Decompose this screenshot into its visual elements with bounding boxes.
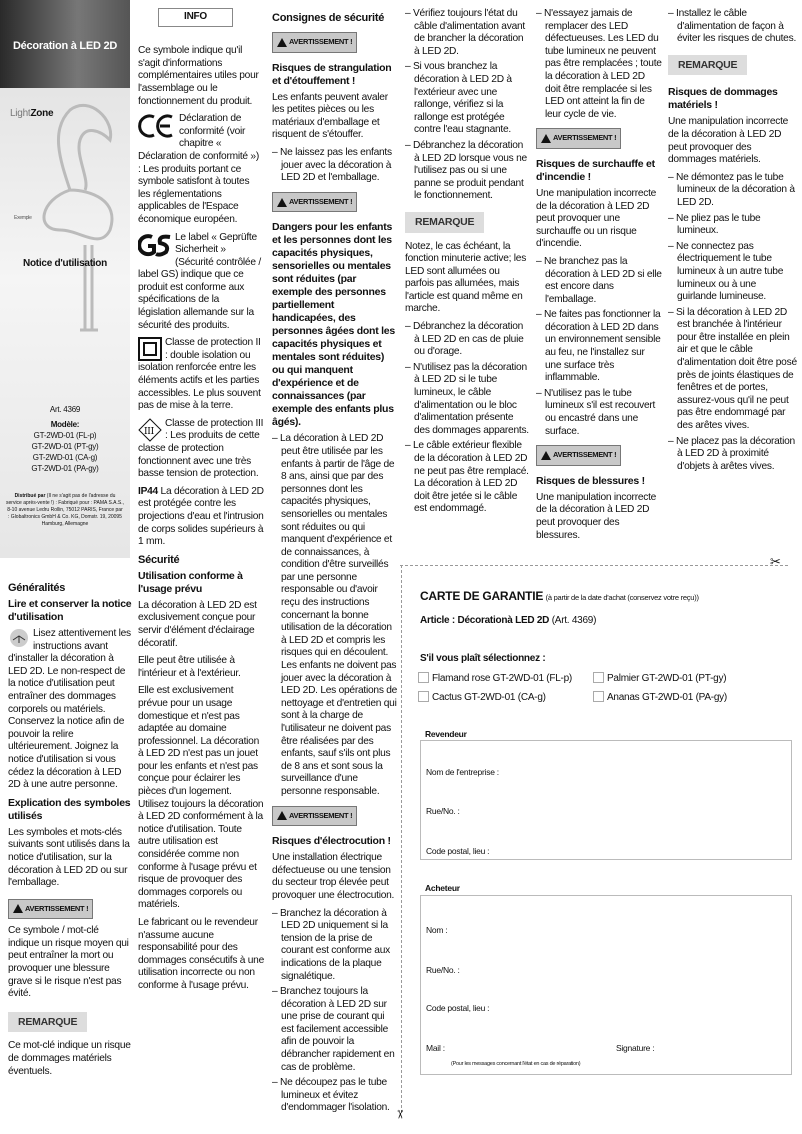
column-safety-3: [536, 8, 662, 547]
section-heading: Risques de blessures !: [536, 474, 645, 487]
warranty-article: Article : Décorationà LED 2D: [420, 614, 550, 626]
note-badge: REMARQUE: [8, 1012, 87, 1033]
paragraph-text: – Branchez la décoration à LED 2D uniquement si la tension de la prise de courant est conforme aux indications de la plaque signalétique.: [272, 907, 390, 982]
option-cactus[interactable]: Cactus GT-2WD-01 (CA-g): [418, 691, 593, 705]
paragraph-text: – Ne démontez pas le tube lumineux de la décoration à LED 2D.: [668, 171, 795, 208]
paragraph-text: Classe de protection II : double isolation ou isolation renforcée entre les éléments actifs et les parties accessibles. Le plus souvent pas de mise à la terre.: [138, 337, 261, 412]
warranty-art-number: (Art. 4369): [551, 614, 597, 626]
section-heading: Explication des symboles utilisés: [8, 796, 131, 822]
warning-triangle-icon: [277, 198, 287, 207]
warning-badge: [8, 899, 93, 920]
cut-line: [400, 565, 788, 566]
list-item: [405, 440, 530, 516]
warning-label: AVERTISSEMENT !: [289, 196, 353, 206]
list-item: [272, 147, 399, 185]
section-heading: Risques de surchauffe et d'incendie !: [536, 157, 655, 183]
warning-label: AVERTISSEMENT !: [289, 810, 353, 820]
gs-mark-icon: [138, 232, 172, 262]
buyer-box: [420, 895, 792, 1075]
warning-badge: [536, 445, 621, 466]
street-field[interactable]: Rue/No. :: [426, 806, 460, 816]
warning-label: AVERTISSEMENT !: [553, 450, 617, 460]
list-item: [668, 436, 798, 474]
flamingo-illustration: [30, 100, 120, 350]
paragraph-text: – Si la décoration à LED 2D est branchée à l'intérieur pour être installée en plein air et que le câble d'alimentation doit être posé près de joints élastiques de fenêtres et de portes, assurez-vous qu'il ne peut pas être endommagé par des arêtes vives.: [668, 306, 797, 432]
paragraph: [8, 628, 132, 792]
paragraph: [8, 827, 132, 890]
model: GT-2WD-01 (FL-p): [33, 431, 97, 440]
column-safety-2: [405, 8, 530, 519]
column-general: [8, 578, 132, 1083]
seller-label: Revendeur: [425, 729, 467, 739]
mail-note: (Pour les messages concernant l'état en cas de réparation): [451, 1061, 581, 1067]
name-field[interactable]: Nom :: [426, 925, 448, 935]
list-item: [405, 8, 530, 58]
paragraph-text: – La décoration à LED 2D peut être utilisée par les enfants à partir de l'âge de 8 ans, ainsi que par des personnes dont les capacités physiques, sensorielles ou mentales sont réduites ou qui manquent d'expérience et de connaissances, à condition d'être surveillés par une personne responsable ou d'avoir reçu des instructions concernant la bonne utilisation de la décoration à LED 2D et compris les risques qui en découlent. Les enfants ne doivent pas jouer avec la décoration à LED 2D. Les opérations de nettoyage et d'entretien qui sont à la charge de l'utilisateur ne doivent pas être réalisées par des enfants, sauf s'ils ont plus de 8 ans et sont sous la surveillance d'une personne responsable.: [272, 433, 398, 797]
section-heading: Risques d'électrocution !: [272, 835, 391, 848]
scissors-icon: ✂: [393, 1109, 408, 1120]
paragraph: [138, 232, 264, 333]
info-badge: INFO: [158, 8, 233, 27]
note-badge: REMARQUE: [405, 212, 484, 233]
paragraph-text: Une manipulation incorrecte de la décoration à LED 2D peut provoquer des blessures.: [536, 491, 657, 541]
model-label: Modèle:: [50, 420, 80, 429]
checkbox[interactable]: [418, 691, 429, 702]
model: GT-2WD-01 (PT-gy): [31, 442, 99, 451]
cover-subtitle: Notice d'utilisation: [22, 258, 108, 269]
warranty-card: [420, 590, 795, 705]
paragraph-text: Ce symbole / mot-clé indique un risque moyen qui peut entraîner la mort ou provoquer une blessure grave si le risque n'est pas évité.: [8, 925, 129, 1000]
paragraph: [668, 116, 798, 166]
paragraph-text: – Ne connectez pas électriquement le tube lumineux à un autre tube lumineux ou à une guirlande lumineuse.: [668, 240, 784, 303]
paragraph: [138, 600, 264, 650]
list-item: [405, 140, 530, 203]
warning-label: AVERTISSEMENT !: [25, 903, 89, 913]
postal-field[interactable]: Code postal, lieu :: [426, 846, 490, 856]
paragraph-text: Les symboles et mots-clés suivants sont utilisés dans la notice d'utilisation, sur la décoration à LED 2D ou sur l'emballage.: [8, 826, 130, 889]
cut-line: [401, 565, 402, 1113]
list-item: [668, 8, 798, 46]
column-safety: [272, 8, 399, 1118]
paragraph-text: La décoration à LED 2D est exclusivement conçue pour servir d'élément d'éclairage décoratif.: [138, 599, 257, 649]
paragraph: [8, 1040, 132, 1078]
list-item: [536, 8, 662, 121]
list-item: [272, 908, 399, 984]
warning-triangle-icon: [277, 811, 287, 820]
paragraph-text: – Ne pliez pas le tube lumineux.: [668, 212, 761, 237]
paragraph: [138, 45, 264, 108]
column-symbols: [138, 8, 264, 998]
option-flamingo[interactable]: Flamand rose GT-2WD-01 (FL-p): [418, 672, 593, 686]
section-heading: Lire et conserver la notice d'utilisation: [8, 598, 132, 623]
list-item: [405, 362, 530, 438]
company-field[interactable]: Nom de l'entreprise :: [426, 767, 499, 777]
section-heading: Sécurité: [138, 553, 180, 566]
paragraph-text: – Si vous branchez la décoration à LED 2D à l'extérieur avec une rallonge, vérifiez si la rallonge est protégée contre l'eau stagnante.: [405, 61, 512, 136]
paragraph: [138, 113, 264, 226]
column-safety-4: [668, 8, 798, 476]
paragraph: [8, 925, 132, 1001]
list-item: [536, 388, 662, 438]
signature-field[interactable]: Signature :: [616, 1043, 655, 1053]
paragraph-text: Le label « Geprüfte Sicherheit » (Sécurité contrôlée / label GS) indique que ce produit est conforme aux spécifications de la législation allemande sur la sécurité des produits.: [138, 231, 261, 331]
note-badge: REMARQUE: [668, 55, 747, 76]
list-item: [405, 61, 530, 137]
paragraph-text: – Ne faites pas fonctionner la décoration à LED 2D dans un environnement sensible au feu, ne l'installez sur une surface très inflammable.: [536, 309, 661, 384]
paragraph: [405, 241, 530, 317]
paragraph: [138, 418, 264, 481]
paragraph-text: Notez, le cas échéant, la fonction minuterie active; les LED sont allumées ou parfois pas allumées, mais l'article est quand même en marche.: [405, 240, 527, 315]
protection-class-2-icon: [138, 337, 162, 361]
warranty-note: (à partir de la date d'achat (conservez votre reçu)): [545, 593, 699, 602]
list-item: [536, 256, 662, 306]
ip-rating: IP44: [138, 485, 158, 497]
paragraph-text: – Le câble extérieur flexible de la décoration à LED 2D ne peut pas être remplacé. La décoration à LED 2D doit être jetée si le câble est endommagé.: [405, 440, 529, 515]
list-item: [668, 241, 798, 304]
model: GT-2WD-01 (PA-gy): [31, 464, 99, 473]
warning-badge: [536, 128, 621, 149]
warning-badge: [272, 806, 357, 827]
street-field[interactable]: Rue/No. :: [426, 965, 460, 975]
paragraph-text: Le fabricant ou le revendeur n'assume aucune responsabilité pour des dommages consécutifs à une utilisation incorrecte ou non conforme à l'usage prévu.: [138, 917, 265, 991]
warning-label: AVERTISSEMENT !: [289, 37, 353, 46]
warning-label: AVERTISSEMENT !: [553, 133, 617, 143]
svg-text:III: III: [144, 426, 154, 437]
paragraph-text: Elle peut être utilisée à l'intérieur et à l'extérieur.: [138, 655, 241, 679]
checkbox[interactable]: [593, 691, 604, 702]
paragraph: [138, 337, 264, 413]
paragraph-text: – Ne laissez pas les enfants jouer avec la décoration à LED 2D et l'emballage.: [272, 146, 392, 184]
model-info: [0, 404, 130, 474]
paragraph-text: Lisez attentivement les instructions avant d'installer la décoration à LED 2D. Le non-respect de la notice d'utilisation peut entraîner des dommages corporels ou matériels. Conservez la notice afin de pouvoir la relire ultérieurement. Joignez la notice d'utilisation si vous cédez la décoration à LED 2D à une autre personne.: [8, 628, 131, 791]
paragraph-text: – N'utilisez pas le tube lumineux s'il est recouvert ou encastré dans une surface.: [536, 387, 656, 437]
paragraph-text: Elle est exclusivement prévue pour un usage domestique et n'est pas adaptée au domaine professionnel. La décoration à LED 2D n'est pas un jouet pour les enfants et n'est pas conçue pour éclairer les pièces d'un logement. Utilisez toujours la décoration à LED 2D conformément à la notice d'utilisation. Toute autre utilisation est considérée comme non conforme à l'usage prévu et risque de provoquer des dommages corporels ou matériels.: [138, 685, 264, 911]
option-pineapple[interactable]: Ananas GT-2WD-01 (PA-gy): [593, 691, 773, 705]
checkbox[interactable]: [418, 672, 429, 683]
example-label: Exemple: [14, 215, 32, 221]
read-manual-icon: [8, 628, 30, 648]
warning-badge: [272, 32, 357, 53]
paragraph-text: Déclaration de conformité (voir chapitre « Déclaration de conformité ») : Les produits portant ce symbole satisfont à toutes les réglementations applicables de l'Espace économique européen.: [138, 113, 259, 225]
mail-field[interactable]: Mail :: [426, 1043, 445, 1053]
paragraph-text: – Installez le câble d'alimentation de façon à éviter les risques de chutes.: [668, 8, 797, 45]
paragraph-text: – Ne découpez pas le tube lumineux et évitez d'endommager l'isolation.: [272, 1077, 390, 1114]
paragraph: [138, 486, 264, 549]
select-label: S'il vous plaît sélectionnez :: [420, 653, 546, 665]
ce-mark-icon: [138, 113, 176, 139]
list-item: [405, 321, 530, 359]
buyer-label: Acheteur: [425, 883, 460, 893]
warning-triangle-icon: [541, 134, 551, 143]
section-heading: Risques de dommages matériels !: [668, 86, 778, 112]
paragraph-text: – Ne placez pas la décoration à LED 2D à proximité d'objets à arêtes vives.: [668, 435, 795, 472]
section-heading: Utilisation conforme à l'usage prévu: [138, 569, 243, 595]
warning-triangle-icon: [277, 38, 287, 47]
warning-triangle-icon: [541, 451, 551, 460]
paragraph: [138, 685, 264, 912]
paragraph: [272, 92, 399, 142]
paragraph: [272, 852, 399, 902]
lightzone-logo: LightZone: [10, 108, 54, 119]
checkbox[interactable]: [593, 672, 604, 683]
paragraph-text: Les enfants peuvent avaler les petites pièces ou les matériaux d'emballage et risquent de s'étouffer.: [272, 91, 388, 141]
seller-box: [420, 740, 792, 860]
paragraph-text: – N'utilisez pas la décoration à LED 2D si le tube lumineux, le câble d'alimentation ou le bloc d'alimentation présente des dommages apparents.: [405, 361, 529, 436]
paragraph-text: – Débranchez la décoration à LED 2D en cas de pluie ou d'orage.: [405, 321, 524, 358]
list-item: [272, 433, 399, 798]
paragraph-text: Une manipulation incorrecte de la décoration à LED 2D peut provoquer des dommages matériels.: [668, 116, 789, 166]
option-palm[interactable]: Palmier GT-2WD-01 (PT-gy): [593, 672, 773, 686]
distributor-info: Distribué par (Il ne s'agit pas de l'adresse du service après-vente !) : Fabriqué pour : PAMA S.A.S., 8-10 avenue Ledru Rollin, 75012 PARIS, France par : Globaltronics GmbH & Co. KG, Domstr. 19, 20095 Hamburg, Allemagne: [6, 493, 125, 527]
paragraph-text: Une manipulation incorrecte de la décoration à LED 2D peut provoquer une surchauffe ou un risque d'incendie.: [536, 187, 657, 250]
list-item: [536, 309, 662, 385]
paragraph-text: – Branchez toujours la décoration à LED 2D sur une prise de courant qui est facilement accessible afin de pouvoir la débrancher rapidement en cas de problème.: [272, 986, 395, 1073]
paragraph-text: Ce symbole indique qu'il s'agit d'informations complémentaires utiles pour l'assemblage ou le fonctionnement du produit.: [138, 45, 259, 107]
warning-triangle-icon: [13, 904, 23, 913]
scissors-icon: ✂: [770, 554, 781, 569]
paragraph-text: – Débranchez la décoration à LED 2D lorsque vous ne l'utilisez pas ou si une panne se produit pendant le fonctionnement.: [405, 139, 527, 202]
list-item: [272, 1077, 399, 1115]
paragraph: [138, 655, 264, 680]
paragraph-text: La décoration à LED 2D est protégée contre les projections d'eau et l'intrusion de corps solides supérieurs à 1 mm.: [138, 485, 264, 548]
paragraph-text: – Ne branchez pas la décoration à LED 2D si elle est encore dans l'emballage.: [536, 255, 662, 305]
warranty-title: CARTE DE GARANTIE: [420, 589, 544, 603]
section-heading: Risques de strangulation et d'étouffement !: [272, 61, 392, 87]
postal-field[interactable]: Code postal, lieu :: [426, 1003, 490, 1013]
section-heading: Consignes de sécurité: [272, 12, 385, 24]
cover-title: Décoration à LED 2D: [0, 0, 130, 88]
list-item: [668, 172, 798, 210]
paragraph-text: – Vérifiez toujours l'état du câble d'alimentation avant de brancher la décoration à LED 2D.: [405, 8, 525, 57]
protection-class-3-icon: [138, 418, 162, 442]
paragraph: [138, 917, 264, 993]
model: GT-2WD-01 (CA-g): [32, 453, 98, 462]
list-item: [668, 307, 798, 433]
section-heading: Dangers pour les enfants et les personnes dont les capacités physiques, sensorielles ou mentales sont réduites (par exemple des personnes partiellement handicapées, des personnes âgées dont les capacités physiques et mentales sont réduites) ou qui manquent d'expérience et de connaissances (par exemple des enfants plus âgés).: [272, 221, 395, 429]
paragraph-text: – N'essayez jamais de remplacer des LED défectueuses. Les LED du tube lumineux ne peuvent pas être remplacées ; toute la décoration à LED 2D doit être remplacée si les LED ont atteint la fin de leur cycle de vie.: [536, 8, 662, 120]
warning-badge: [272, 192, 357, 213]
section-heading: Généralités: [8, 582, 66, 594]
list-item: [668, 213, 798, 238]
list-item: [272, 986, 399, 1074]
paragraph: [536, 492, 662, 542]
paragraph-text: Ce mot-clé indique un risque de dommages matériels éventuels.: [8, 1040, 131, 1077]
paragraph-text: Classe de protection III : Les produits de cette classe de protection fonctionnent avec une très basse tension de protection.: [138, 417, 264, 480]
article-number: Art. 4369: [49, 405, 81, 414]
paragraph: [536, 188, 662, 251]
paragraph-text: Une installation électrique défectueuse ou une tension du secteur trop élevée peut provoquer une électrocution.: [272, 852, 395, 901]
cover-panel: [0, 0, 130, 558]
